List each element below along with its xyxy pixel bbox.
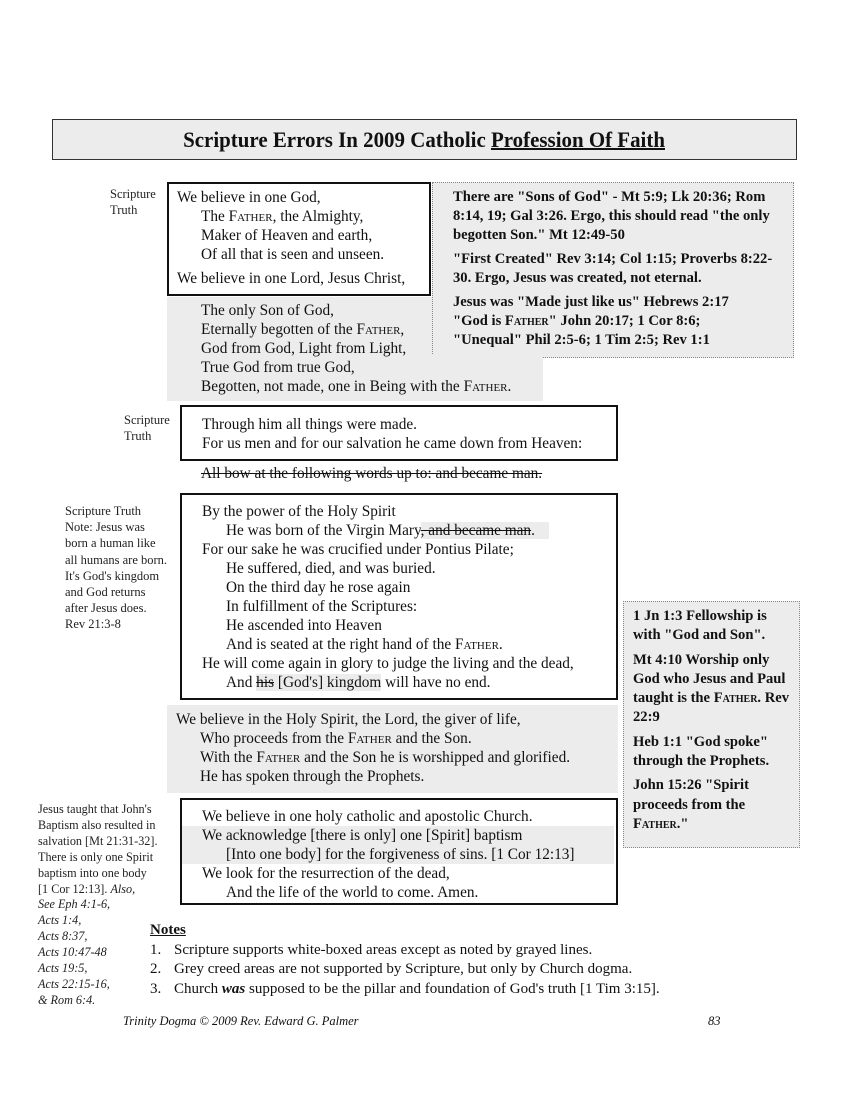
creed-line: We believe in one Lord, Jesus Christ,	[177, 270, 406, 287]
creed-box-4	[180, 798, 618, 905]
creed-line: On the third day he rose again	[226, 579, 411, 596]
side-label-line: [1 Cor 12:13]. Also,	[38, 881, 136, 896]
creed-line: We believe in the Holy Spirit, the Lord, the giver of life,	[176, 711, 521, 728]
side-label-line: Acts 19:5,	[38, 961, 88, 976]
side-label-line: Scripture	[124, 413, 170, 427]
creed-line: Begotten, not made, one in Being with the Father.	[201, 378, 512, 395]
side-label-line: salvation [Mt 21:31-32].	[38, 833, 158, 848]
scripture-note-box-2	[623, 601, 800, 848]
creed-box-1	[167, 182, 431, 296]
creed-line: The Father, the Almighty,	[201, 208, 364, 225]
page-title	[184, 127, 666, 153]
note-paragraph: Heb 1:1 "God spoke" through the Prophets.	[633, 733, 770, 770]
side-label-line: Baptism also resulted in	[38, 817, 156, 832]
side-label-line: and God returns	[65, 585, 146, 600]
side-label-line: Truth	[124, 429, 152, 443]
side-label-line: See Eph 4:1-6,	[38, 897, 111, 912]
creed-line: For our sake he was crucified under Pontius Pilate;	[202, 541, 514, 558]
creed-gray-section-1	[201, 301, 511, 396]
creed-line: And his [God's] kingdom will have no end.	[226, 674, 491, 691]
creed-gray-section-2	[167, 705, 618, 793]
creed-line: Who proceeds from the Father and the Son.	[200, 730, 472, 747]
side-label-scripture-truth-1	[110, 186, 156, 218]
side-label-line: There is only one Spirit	[38, 849, 154, 864]
gray-baptism-lines	[182, 826, 614, 864]
scripture-refs	[38, 897, 158, 1008]
note-paragraph: "First Created" Rev 3:14; Col 1:15; Proverbs 8:22-30. Ergo, Jesus was created, not eternal.	[453, 251, 773, 286]
creed-line: He ascended into Heaven	[226, 617, 382, 634]
notes-heading: Notes	[150, 922, 186, 938]
creed-line: In fulfillment of the Scriptures:	[226, 598, 418, 615]
creed-line: Maker of Heaven and earth,	[201, 227, 373, 244]
creed-line: We believe in one holy catholic and apostolic Church.	[202, 808, 533, 825]
side-label-line: baptism into one body	[38, 865, 147, 880]
creed-line: We believe in one God,	[177, 189, 321, 206]
creed-line: And the life of the world to come. Amen.	[226, 884, 479, 901]
side-label-scripture-truth-2	[124, 412, 170, 444]
side-label-scripture-truth-3	[65, 503, 167, 633]
side-label-line: Jesus taught that John's	[38, 802, 152, 816]
creed-line: Of all that is seen and unseen.	[201, 246, 385, 263]
footer-credit: Trinity Dogma © 2009 Rev. Edward G. Palmer	[123, 1014, 359, 1028]
creed-line: We acknowledge [there is only] one [Spirit] baptism	[202, 827, 523, 844]
creed-line: Through him all things were made.	[202, 416, 417, 433]
note-paragraph: John 15:26 "Spirit proceeds from the Father."	[633, 777, 749, 832]
side-label-line: Acts 8:37,	[38, 929, 88, 944]
creed-line: True God from true God,	[201, 359, 355, 376]
side-label-line: & Rom 6:4.	[38, 992, 96, 1007]
side-label-line: It's God's kingdom	[65, 568, 160, 583]
side-label-line: Truth	[110, 203, 138, 217]
creed-line: With the Father and the Son he is worshipped and glorified.	[200, 749, 571, 766]
notes-section	[150, 921, 660, 999]
creed-line: [Into one body] for the forgiveness of sins. [1 Cor 12:13]	[226, 846, 575, 863]
note-paragraph: There are "Sons of God" - Mt 5:9; Lk 20:36; Rom 8:14, 19; Gal 3:26. Ergo, this should read "the only begotten Son." Mt 12:49-50	[453, 189, 770, 243]
creed-line: Eternally begotten of the Father,	[201, 321, 405, 338]
side-label-baptism-note	[38, 802, 158, 1009]
side-label-line: Scripture Truth	[65, 504, 142, 518]
side-label-line: Acts 1:4,	[38, 913, 82, 928]
note-paragraph: Jesus was "Made just like us" Hebrews 2:17 "God is Father" John 20:17; 1 Cor 8:6; "Unequal" Phil 2:5-6; 1 Tim 2:5; Rev 1:1	[453, 294, 729, 348]
creed-box-3	[180, 493, 618, 700]
note-item: 3. Church was supposed to be the pillar and foundation of God's truth [1 Tim 3:15].	[150, 980, 660, 997]
side-label-line: Scripture	[110, 187, 156, 201]
title-text: Scripture Errors In 2009 Catholic	[183, 126, 492, 152]
side-label-line: all humans are born.	[65, 552, 168, 567]
note-paragraph: 1 Jn 1:3 Fellowship is with "God and Son".	[633, 608, 767, 644]
note-item: 2. Grey creed areas are not supported by Scripture, but only by Church dogma.	[150, 961, 633, 977]
creed-line: He has spoken through the Prophets.	[200, 768, 425, 785]
creed-line: We look for the resurrection of the dead,	[202, 865, 450, 882]
creed-line: By the power of the Holy Spirit	[202, 503, 396, 520]
side-label-line: born a human like	[65, 536, 156, 551]
page-number: 83	[708, 1014, 721, 1028]
creed-line: God from God, Light from Light,	[201, 340, 407, 357]
side-label-line: after Jesus does.	[65, 601, 147, 616]
creed-line: For us men and for our salvation he came down from Heaven:	[202, 435, 583, 452]
side-label-line: Rev 21:3-8	[65, 617, 121, 632]
note-paragraph: Mt 4:10 Worship only God who Jesus and Paul taught is the Father. Rev 22:9	[633, 651, 790, 726]
side-label-line: Acts 10:47-48	[38, 945, 107, 960]
creed-line: And is seated at the right hand of the Father.	[226, 636, 503, 653]
title-underlined: Profession Of Faith	[491, 126, 666, 152]
side-label-line: Note: Jesus was	[65, 520, 145, 535]
title-box	[52, 119, 797, 160]
creed-line: The only Son of God,	[201, 302, 334, 319]
creed-box-2	[180, 405, 618, 461]
creed-line: He will come again in glory to judge the living and the dead,	[202, 655, 574, 672]
note-item: 1. Scripture supports white-boxed areas except as noted by grayed lines.	[150, 941, 593, 958]
struck-creed-line: All bow at the following words up to: and became man.	[201, 465, 543, 482]
side-label-line: Acts 22:15-16,	[38, 976, 110, 991]
creed-line: He was born of the Virgin Mary, and became man.	[202, 521, 616, 540]
creed-line: He suffered, died, and was buried.	[226, 560, 436, 577]
